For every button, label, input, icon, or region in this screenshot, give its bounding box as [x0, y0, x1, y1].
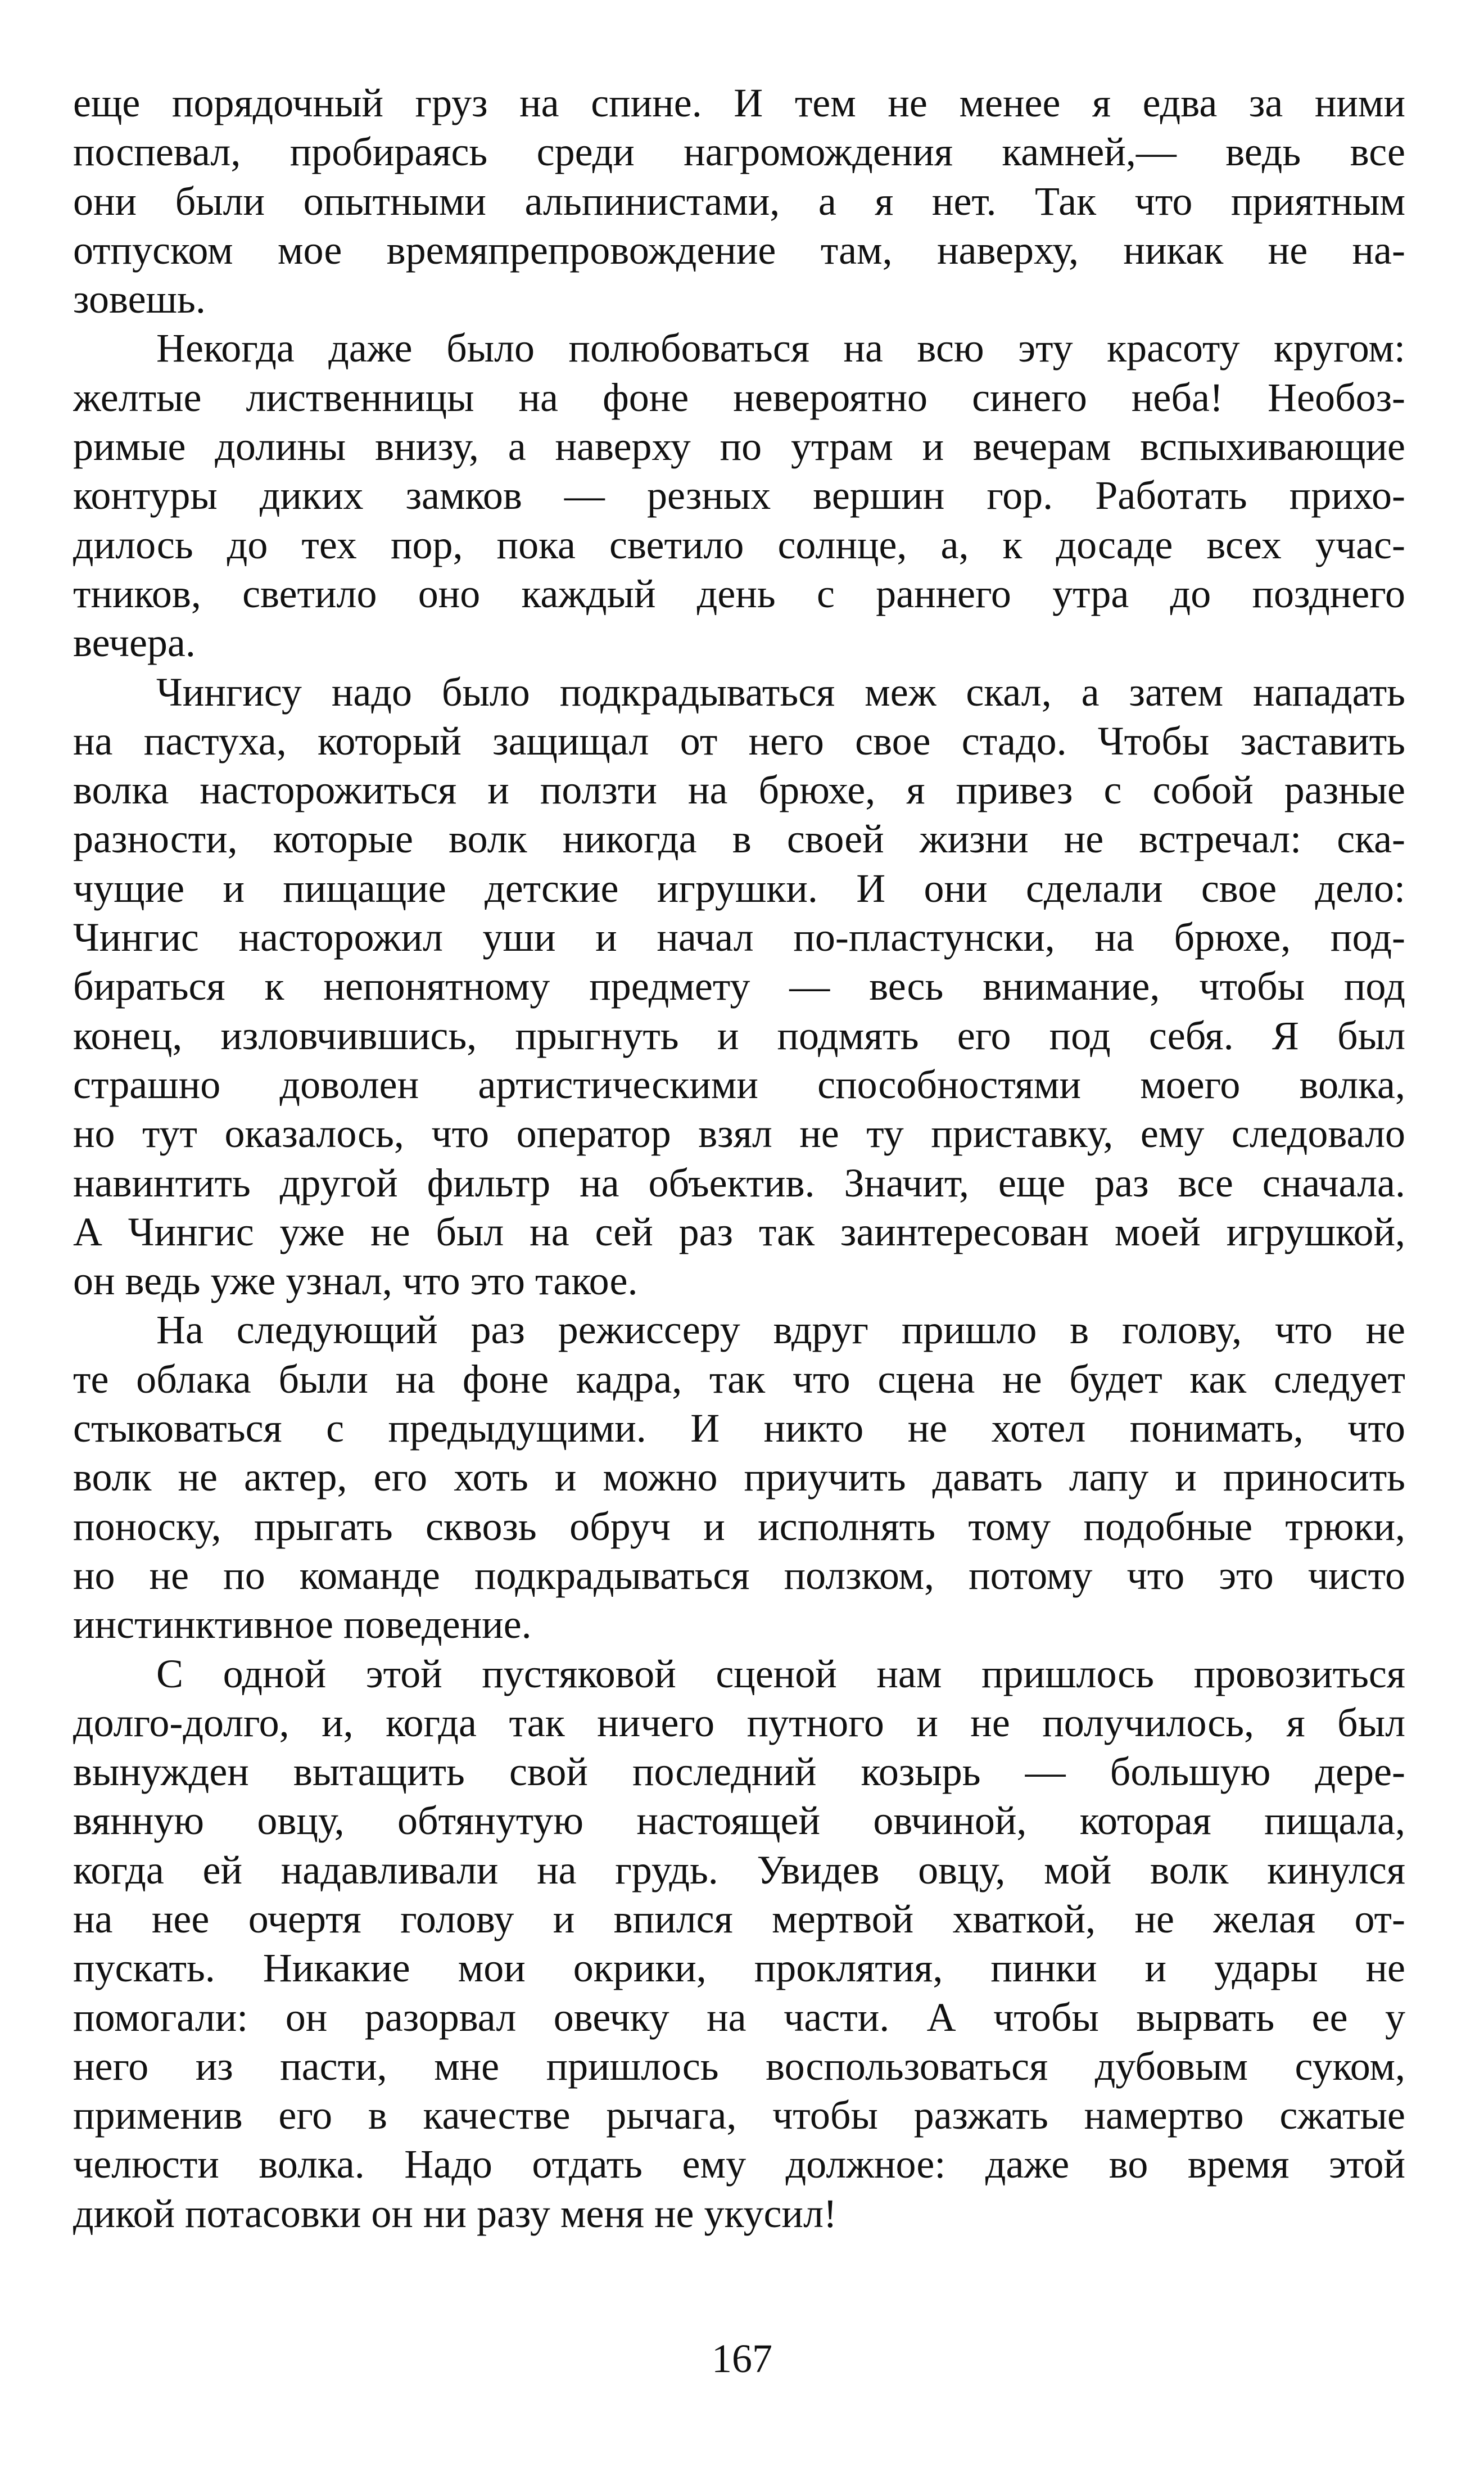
text-line: стыковаться с предыдущими. И никто не хотел понимать, что [73, 1406, 1405, 1451]
text-line: контуры диких замков — резных вершин гор. Работать прихо- [73, 473, 1405, 518]
text-line: но не по команде подкрадываться ползком, потому что это чисто [73, 1552, 1405, 1598]
paragraph [73, 1650, 1405, 2239]
page-number: 167 [712, 2336, 772, 2381]
text-line: пускать. Никакие мои окрики, проклятия, пинки и удары не [73, 1945, 1405, 1991]
text-line: бираться к непонятному предмету — весь внимание, чтобы под [73, 964, 1405, 1009]
book-page [73, 79, 1405, 2238]
text-line: желтые лиственницы на фоне невероятно синего неба! Необоз- [73, 374, 1405, 420]
text-line: на нее очертя голову и впился мертвой хваткой, не желая от- [73, 1896, 1405, 1941]
text-line: помогали: он разорвал овечку на части. А чтобы вырвать ее у [73, 1994, 1405, 2040]
text-line: они были опытными альпинистами, а я нет. Так что приятным [73, 178, 1405, 224]
text-line: зовешь. [73, 277, 206, 322]
text-line: страшно доволен артистическими способностями моего волка, [73, 1062, 1405, 1107]
text-line: вянную овцу, обтянутую настоящей овчиной, которая пищала, [73, 1798, 1405, 1844]
text-line: но тут оказалось, что оператор взял не ту приставку, ему следовало [73, 1111, 1405, 1157]
text-line: те облака были на фоне кадра, так что сцена не будет как следует [73, 1356, 1405, 1402]
paragraph [73, 668, 1405, 1306]
paragraph [73, 324, 1405, 667]
text-line: С одной этой пустяковой сценой нам пришлось провозиться [156, 1651, 1405, 1696]
text-line: он ведь уже узнал, что это такое. [73, 1258, 638, 1304]
text-line: дикой потасовки он ни разу меня не укусил! [73, 2191, 837, 2236]
text-line: когда ей надавливали на грудь. Увидев овцу, мой волк кинулся [73, 1847, 1405, 1893]
text-line: волка насторожиться и ползти на брюхе, я привез с собой разные [73, 767, 1405, 813]
text-line: поноску, прыгать сквозь обруч и исполнять тому подобные трюки, [73, 1503, 1405, 1549]
text-line: навинтить другой фильтр на объектив. Значит, еще раз все сначала. [73, 1160, 1405, 1205]
text-line: него из пасти, мне пришлось воспользоваться дубовым суком, [73, 2043, 1405, 2089]
text-line: дилось до тех пор, пока светило солнце, а, к досаде всех учас- [73, 522, 1405, 567]
text-line: конец, изловчившись, прыгнуть и подмять его под себя. Я был [73, 1013, 1405, 1058]
text-line: отпуском мое времяпрепровождение там, наверху, никак не на- [73, 227, 1405, 273]
text-line: вечера. [73, 620, 196, 666]
text-line: На следующий раз режиссеру вдруг пришло в голову, что не [156, 1307, 1405, 1353]
text-line: Некогда даже было полюбоваться на всю эту красоту кругом: [156, 326, 1405, 371]
text-line: Чингис насторожил уши и начал по-пластунски, на брюхе, под- [73, 915, 1405, 960]
text-line: А Чингис уже не был на сей раз так заинтересован моей игрушкой, [73, 1209, 1405, 1254]
text-line: инстинктивное поведение. [73, 1602, 532, 1647]
text-line: на пастуха, который защищал от него свое стадо. Чтобы заставить [73, 718, 1405, 764]
text-line: челюсти волка. Надо отдать ему должное: даже во время этой [73, 2142, 1405, 2187]
text-line: поспевал, пробираясь среди нагромождения камней,— ведь все [73, 129, 1405, 175]
text-line: волк не актер, его хоть и можно приучить давать лапу и приносить [73, 1455, 1405, 1500]
text-line: римые долины внизу, а наверху по утрам и вечерам вспыхивающие [73, 424, 1405, 469]
text-line: долго-долго, и, когда так ничего путного и не получилось, я был [73, 1700, 1405, 1745]
text-line: Чингису надо было подкрадываться меж скал, а затем нападать [156, 669, 1405, 715]
text-line: разности, которые волк никогда в своей жизни не встречал: ска- [73, 816, 1405, 862]
paragraph [73, 79, 1405, 324]
text-line: еще порядочный груз на спине. И тем не менее я едва за ними [73, 80, 1405, 125]
text-line: чущие и пищащие детские игрушки. И они сделали свое дело: [73, 865, 1405, 911]
text-line: тников, светило оно каждый день с раннего утра до позднего [73, 571, 1405, 616]
text-line: применив его в качестве рычага, чтобы разжать намертво сжатые [73, 2093, 1405, 2138]
paragraph [73, 1306, 1405, 1649]
text-line: вынужден вытащить свой последний козырь — большую дере- [73, 1749, 1405, 1795]
